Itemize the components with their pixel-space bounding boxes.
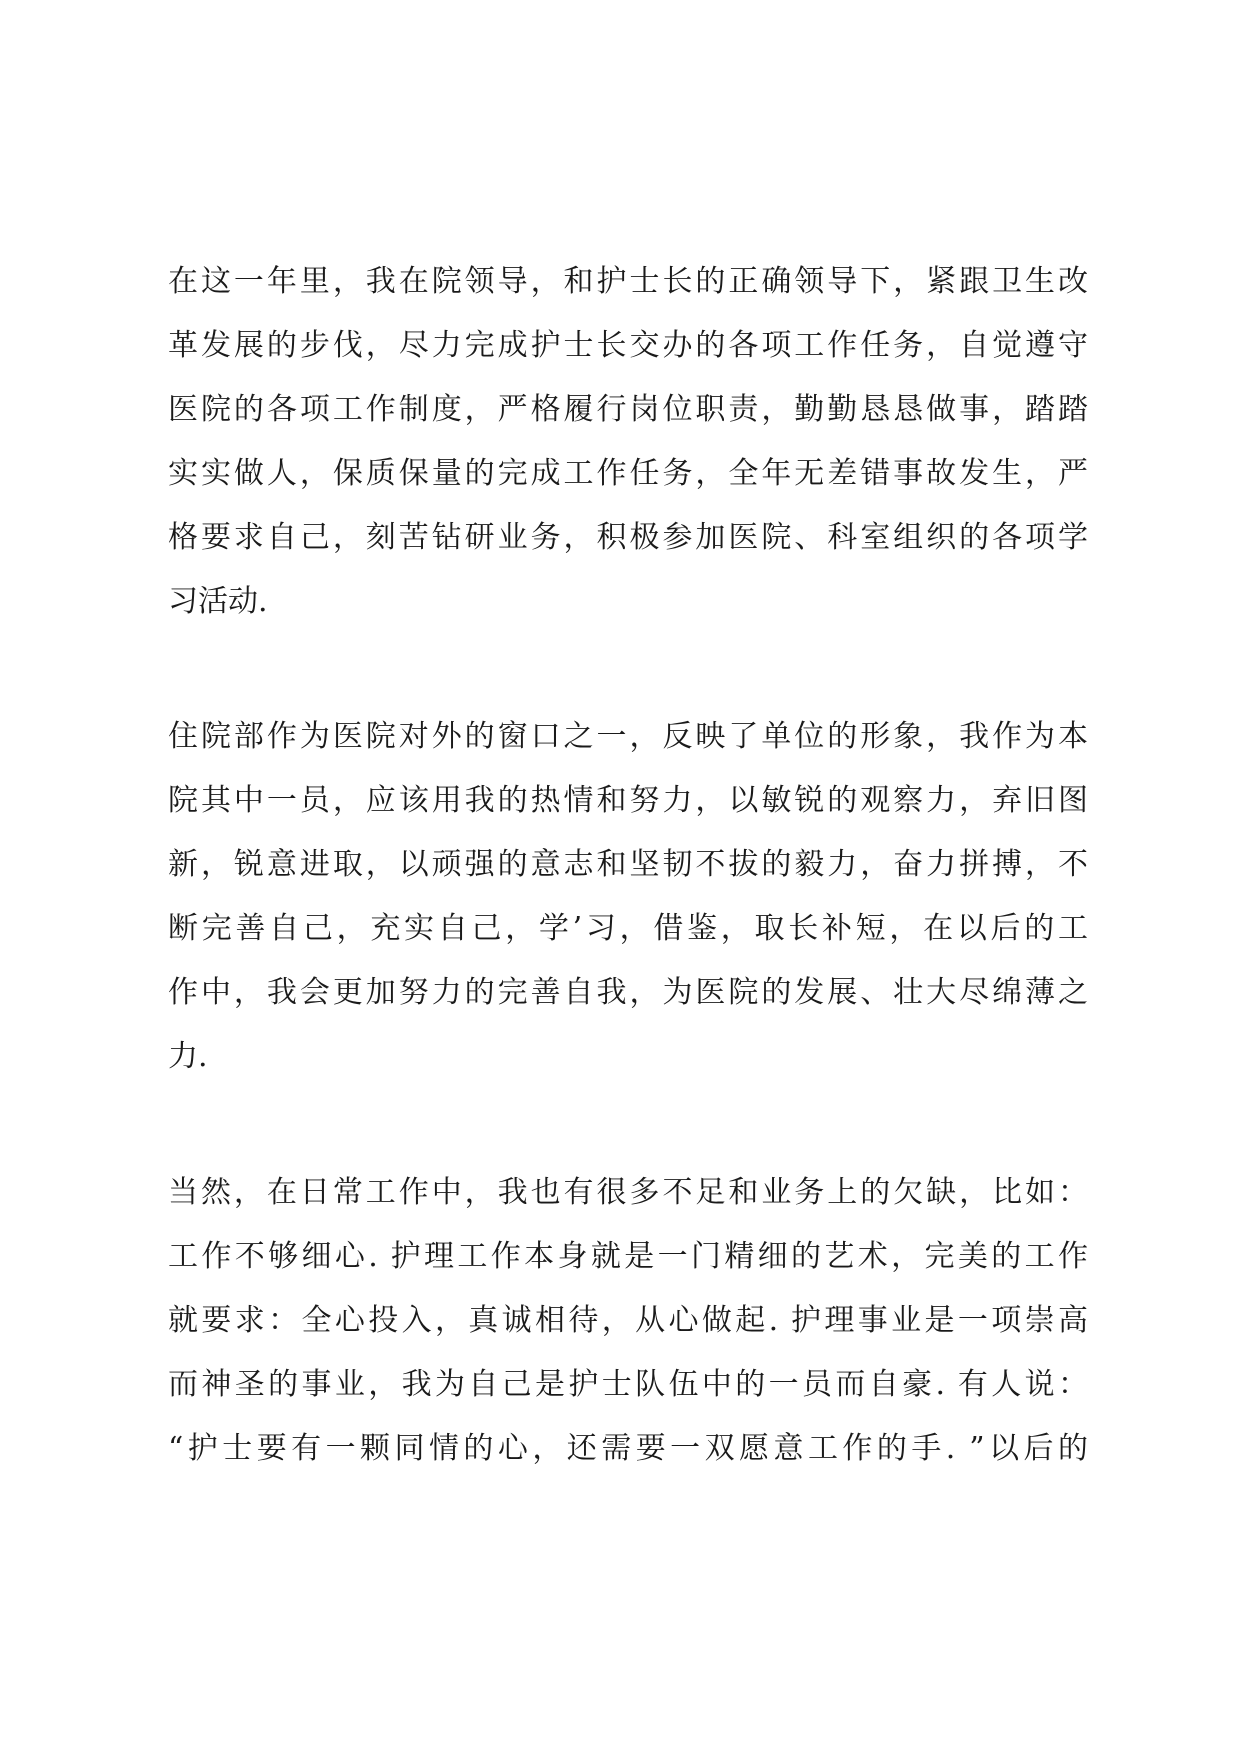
paragraph-2-line-1: 住院部作为医院对外的窗口之一，反映了单位的形象，我作为本	[168, 719, 1088, 754]
paragraph-2-line-6: 力.	[168, 1039, 208, 1074]
paragraph-1-line-4: 实实做人，保质保量的完成工作任务，全年无差错事故发生，严	[168, 456, 1088, 491]
paragraph-1-line-2: 革发展的步伐，尽力完成护士长交办的各项工作任务，自觉遵守	[168, 328, 1088, 363]
paragraph-3-line-1: 当然，在日常工作中，我也有很多不足和业务上的欠缺，比如：	[168, 1175, 1088, 1210]
paragraph-2-line-3: 新，锐意进取，以顽强的意志和坚韧不拔的毅力，奋力拼搏，不	[168, 847, 1088, 882]
paragraph-1-line-3: 医院的各项工作制度，严格履行岗位职责，勤勤恳恳做事，踏踏	[168, 392, 1088, 427]
paragraph-3-line-4: 而神圣的事业，我为自己是护士队伍中的一员而自豪. 有人说：	[168, 1367, 1088, 1402]
paragraph-3-line-2: 工作不够细心. 护理工作本身就是一门精细的艺术，完美的工作	[168, 1239, 1088, 1274]
paragraph-1-line-5: 格要求自己，刻苦钻研业务，积极参加医院、科室组织的各项学	[168, 520, 1088, 555]
paragraph-2-line-2: 院其中一员，应该用我的热情和努力，以敏锐的观察力，弃旧图	[168, 783, 1088, 818]
paragraph-2-line-4: 断完善自己，充实自己，学’习，借鉴，取长补短，在以后的工	[168, 911, 1088, 946]
paragraph-2-line-5: 作中，我会更加努力的完善自我，为医院的发展、壮大尽绵薄之	[168, 975, 1088, 1010]
paragraph-1-line-1: 在这一年里，我在院领导，和护士长的正确领导下，紧跟卫生改	[168, 264, 1088, 299]
paragraph-1-line-6: 习活动.	[168, 584, 268, 619]
paragraph-3-line-5: “护士要有一颗同情的心，还需要一双愿意工作的手. ”以后的	[168, 1431, 1088, 1466]
paragraph-3-line-3: 就要求：全心投入，真诚相待，从心做起. 护理事业是一项崇高	[168, 1303, 1088, 1338]
